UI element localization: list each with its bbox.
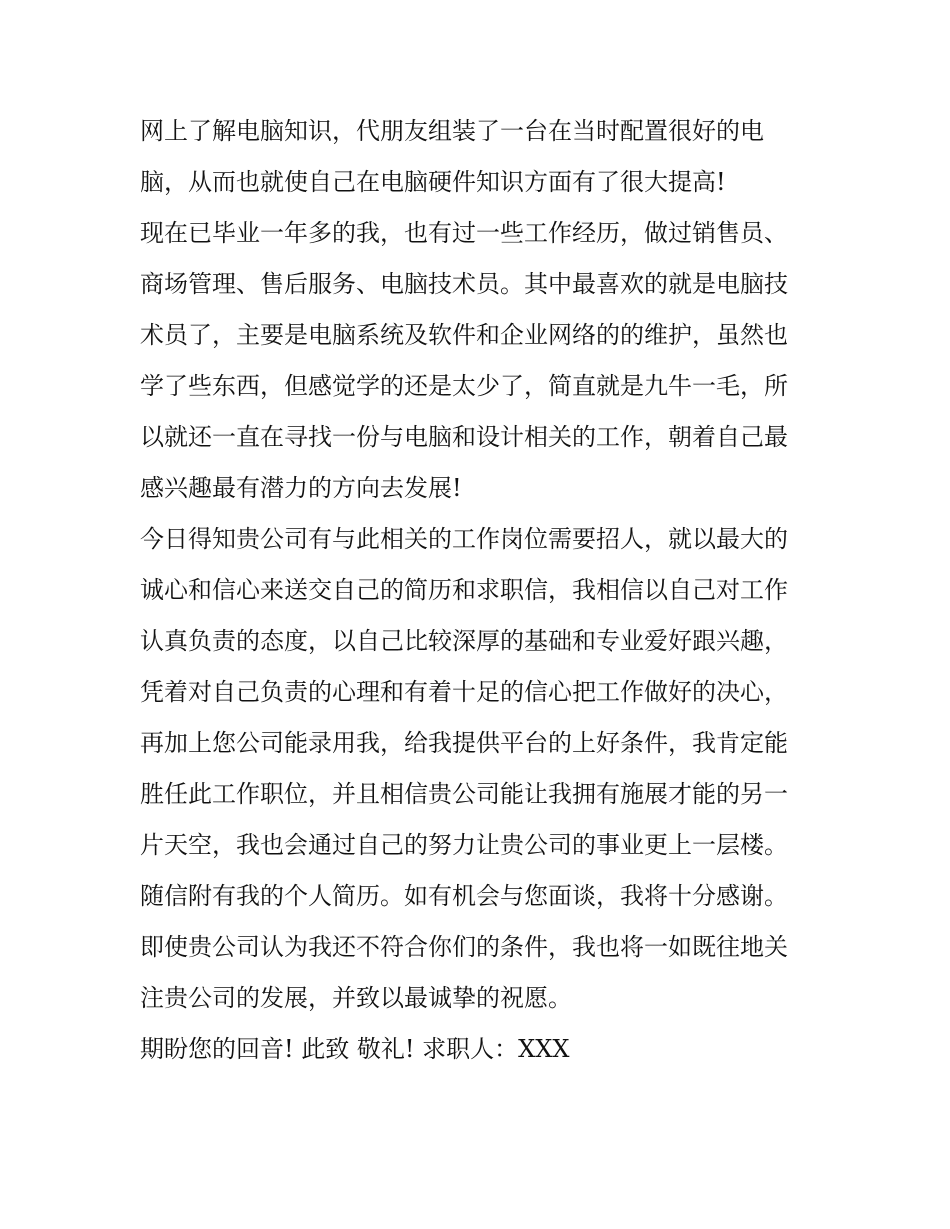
text-line: 注贵公司的发展，并致以最诚挚的祝愿。 bbox=[140, 984, 572, 1012]
text-line: 术员了，主要是电脑系统及软件和企业网络的的维护，虽然也 bbox=[140, 321, 788, 349]
text-line: 再加上您公司能录用我，给我提供平台的上好条件，我肯定能 bbox=[140, 729, 788, 757]
text-line: 网上了解电脑知识，代朋友组装了一台在当时配置很好的电 bbox=[140, 117, 764, 145]
text-line: 现在已毕业一年多的我，也有过一些工作经历，做过销售员、 bbox=[140, 219, 788, 247]
text-line: 脑，从而也就使自己在电脑硬件知识方面有了很大提高! bbox=[140, 168, 726, 196]
text-line: 片天空，我也会通过自己的努力让贵公司的事业更上一层楼。 bbox=[140, 831, 788, 859]
text-line: 今日得知贵公司有与此相关的工作岗位需要招人，就以最大的 bbox=[140, 525, 788, 553]
text-line: 以就还一直在寻找一份与电脑和设计相关的工作，朝着自己最 bbox=[140, 423, 788, 451]
text-line: 学了些东西，但感觉学的还是太少了，简直就是九牛一毛，所 bbox=[140, 372, 788, 400]
letter-body bbox=[140, 106, 830, 1075]
signature-line: 期盼您的回音! 此致 敬礼! 求职人：XXX bbox=[140, 1035, 570, 1063]
text-line: 胜任此工作职位，并且相信贵公司能让我拥有施展才能的另一 bbox=[140, 780, 788, 808]
text-line: 认真负责的态度，以自己比较深厚的基础和专业爱好跟兴趣， bbox=[140, 627, 788, 655]
text-line: 诚心和信心来送交自己的简历和求职信，我相信以自己对工作 bbox=[140, 576, 788, 604]
text-line: 感兴趣最有潜力的方向去发展! bbox=[140, 474, 462, 502]
text-line: 凭着对自己负责的心理和有着十足的信心把工作做好的决心， bbox=[140, 678, 788, 706]
text-line: 即使贵公司认为我还不符合你们的条件，我也将一如既往地关 bbox=[140, 933, 788, 961]
text-line: 随信附有我的个人简历。如有机会与您面谈，我将十分感谢。 bbox=[140, 882, 788, 910]
text-line: 商场管理、售后服务、电脑技术员。其中最喜欢的就是电脑技 bbox=[140, 270, 788, 298]
